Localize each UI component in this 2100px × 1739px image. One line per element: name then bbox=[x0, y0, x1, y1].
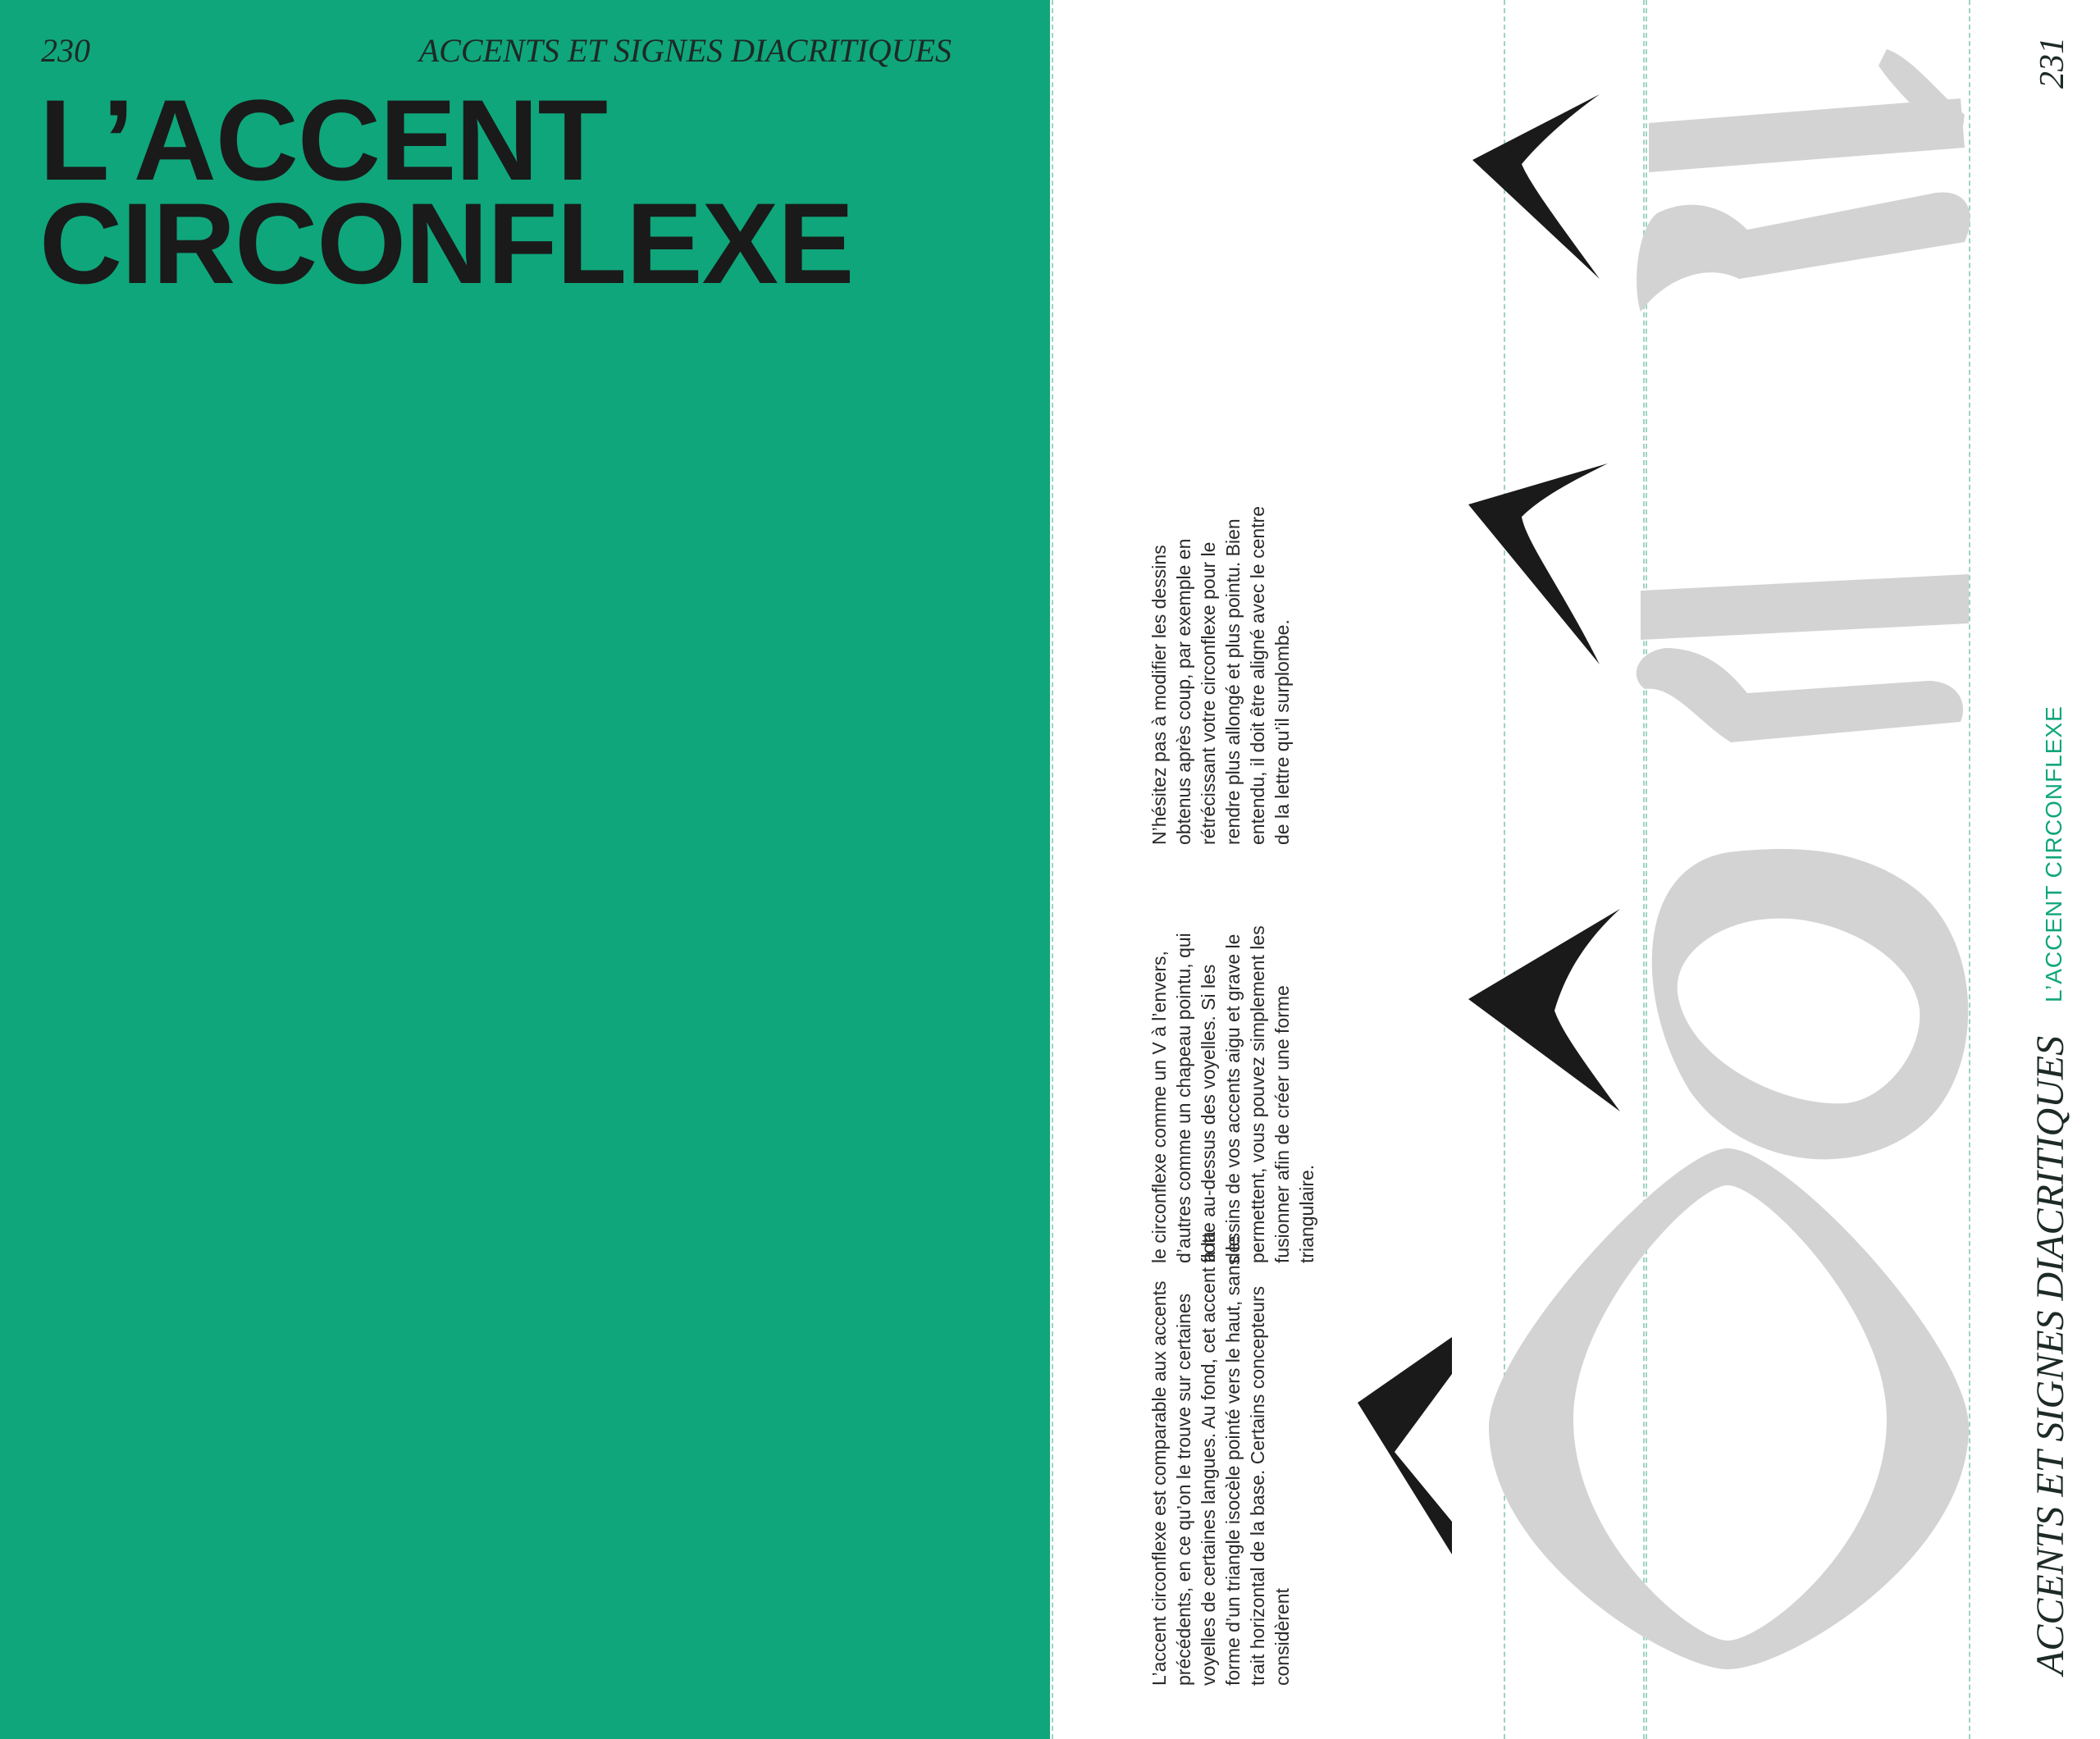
page-number-right: 231 bbox=[2034, 37, 2071, 89]
specimen-letter-u-italic-1 bbox=[1637, 574, 1969, 742]
side-running-head: ACCENTS ET SIGNES DIACRITIQUES bbox=[2029, 1035, 2072, 1675]
title-line-2: CIRCONFLEXE bbox=[39, 179, 854, 308]
page-number-left: 230 bbox=[41, 32, 90, 69]
specimen-letters bbox=[1489, 49, 1970, 1669]
body-column-2-wrapper bbox=[1147, 902, 1319, 1263]
side-title-wrapper bbox=[2041, 705, 2067, 1002]
circumflex-accent-2 bbox=[1468, 909, 1620, 1111]
body-column-1: L’accent circonflexe est comparable aux accents précédents, en ce qu’on le trouve sur certaines voyelles de certaines langues. Au fond, cet accent a la forme d’un triangle isocèle pointé vers le haut, sans le trait horizontal de la base. Certains concepteurs considèrent bbox=[1148, 1231, 1293, 1686]
body-column-3-wrapper bbox=[1147, 500, 1294, 845]
running-head-left: ACCENTS ET SIGNES DIACRITIQUES bbox=[418, 32, 952, 69]
circumflex-accent-1 bbox=[1358, 1337, 1452, 1554]
specimen-letter-u-italic-2 bbox=[1637, 49, 1970, 312]
circumflex-accent-3 bbox=[1468, 463, 1608, 664]
specimen-letter-o-italic bbox=[1652, 849, 1969, 1159]
side-running-head-wrapper bbox=[2028, 1036, 2073, 1675]
side-title: L’ACCENT CIRCONFLEXE bbox=[2041, 705, 2066, 1002]
body-column-2: le circonflexe comme un V à l’envers, d’autres comme un chapeau pointu, qui flotte au-dessus des voyelles. Si les dessins de vos accents aigu et grave le permettent, vous pouvez simplement les fusionner afin de créer une forme triangulaire. bbox=[1148, 925, 1317, 1263]
title-line-1: L’ACCENT bbox=[39, 75, 607, 204]
specimen-letter-o-large bbox=[1489, 1148, 1969, 1669]
body-column-1-wrapper bbox=[1147, 1226, 1294, 1686]
page-number-right-wrapper bbox=[2033, 37, 2072, 89]
circumflex-accent-4 bbox=[1472, 94, 1600, 279]
body-column-3: N’hésitez pas à modifier les dessins obtenus après coup, par exemple en rétrécissant votre circonflexe pour le rendre plus allongé et plus pointu. Bien entendu, il doit être aligné avec le centre de la lettre qu’il surplombe. bbox=[1148, 506, 1293, 845]
